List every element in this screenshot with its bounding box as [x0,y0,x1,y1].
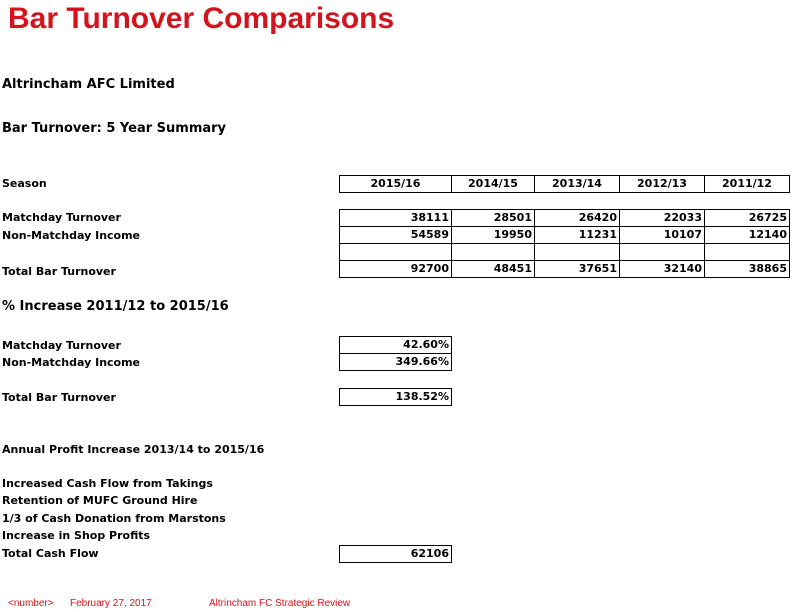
summary-title: Bar Turnover: 5 Year Summary [2,121,227,136]
increase-table [339,336,452,371]
value-cell: 26420 [535,210,620,227]
value-cell: 28501 [452,210,535,227]
profit-item: Increased Cash Flow from Takings [2,477,213,490]
value-cell: 42.60% [340,337,452,354]
value-cell: 92700 [340,261,452,278]
season-header-row [340,176,790,193]
value-cell: 26725 [705,210,790,227]
empty-cell [340,244,452,261]
profit-item: Retention of MUFC Ground Hire [2,494,198,507]
value-cell: 38865 [705,261,790,278]
increase-total-label: Total Bar Turnover [2,391,116,404]
empty-cell [535,244,620,261]
footer-page-number: <number> [8,598,54,609]
empty-cell [705,244,790,261]
footer-document-title: Altrincham FC Strategic Review [209,598,351,609]
season-label: Season [2,177,47,190]
nonmatchday-label: Non-Matchday Income [2,229,141,242]
table-row [340,389,452,406]
profit-item: 1/3 of Cash Donation from Marstons [2,512,226,525]
value-cell: 12140 [705,227,790,244]
profit-item: Increase in Shop Profits [2,529,151,542]
value-cell: 62106 [340,546,452,563]
empty-cell [452,244,535,261]
value-cell: 37651 [535,261,620,278]
season-header-table [339,175,790,193]
table-row [340,261,790,278]
page-title: Bar Turnover Comparisons [8,2,395,35]
increase-nonmatchday-label: Non-Matchday Income [2,356,141,369]
value-cell: 54589 [340,227,452,244]
season-cell: 2015/16 [340,176,452,193]
season-cell: 2014/15 [452,176,535,193]
footer-date: February 27, 2017 [70,598,152,609]
increase-title: % Increase 2011/12 to 2015/16 [2,299,229,314]
matchday-label: Matchday Turnover [2,211,121,224]
value-cell: 349.66% [340,354,452,371]
total-turnover-label: Total Bar Turnover [2,265,116,278]
table-row [340,546,452,563]
value-cell: 22033 [620,210,705,227]
value-cell: 10107 [620,227,705,244]
table-row [340,244,790,261]
value-cell: 32140 [620,261,705,278]
empty-cell [620,244,705,261]
value-cell: 138.52% [340,389,452,406]
value-cell: 38111 [340,210,452,227]
turnover-table [339,209,790,278]
value-cell: 48451 [452,261,535,278]
table-row [340,354,452,371]
table-row [340,227,790,244]
season-cell: 2012/13 [620,176,705,193]
table-row [340,337,452,354]
increase-total-table [339,388,452,406]
profit-title: Annual Profit Increase 2013/14 to 2015/16 [2,443,265,456]
increase-matchday-label: Matchday Turnover [2,339,121,352]
value-cell: 19950 [452,227,535,244]
value-cell: 11231 [535,227,620,244]
season-cell: 2013/14 [535,176,620,193]
season-cell: 2011/12 [705,176,790,193]
cash-flow-table [339,545,452,563]
total-cash-flow-label: Total Cash Flow [2,547,99,560]
company-name: Altrincham AFC Limited [2,77,175,92]
table-row [340,210,790,227]
